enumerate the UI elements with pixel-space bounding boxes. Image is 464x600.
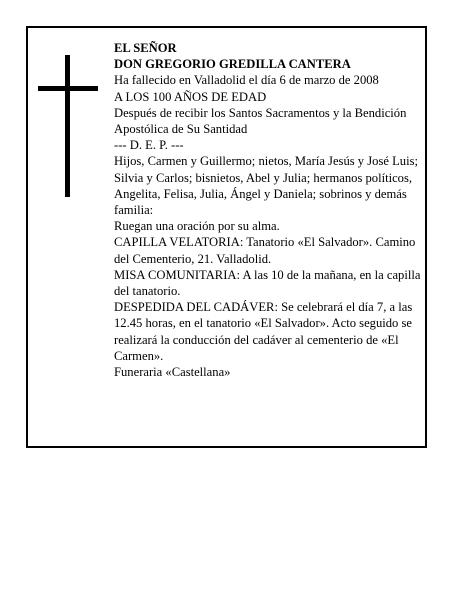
cross-vertical-bar xyxy=(65,55,70,197)
deceased-name: DON GREGORIO GREDILLA CANTERA xyxy=(114,57,351,72)
funeral-home: Funeraria «Castellana» xyxy=(114,365,231,380)
rip-line: --- D. E. P. --- xyxy=(114,138,184,153)
sacraments-line: Después de recibir los Santos Sacramentos y la Bendición Apostólica de Su Santidad xyxy=(114,105,407,137)
age-line: A LOS 100 AÑOS DE EDAD xyxy=(114,89,267,104)
notice-text xyxy=(114,40,425,380)
mass-info: MISA COMUNITARIA: A las 10 de la mañana, en la capilla del tanatorio. xyxy=(114,267,421,299)
obituary-notice xyxy=(26,26,427,448)
prayer-request: Ruegan una oración por su alma. xyxy=(114,219,280,234)
farewell-info: DESPEDIDA DEL CADÁVER: Se celebrará el día 7, a las 12.45 horas, en el tanatorio «El Salvador». Acto seguido se realizará la conducción del cadáver al cementerio de «El Carmen». xyxy=(114,300,413,363)
family-list: Hijos, Carmen y Guillermo; nietos, María Jesús y José Luis; Silvia y Carlos; bisnietos, Abel y Julia; hermanos políticos, Angelita, Felisa, Julia, Ángel y Daniela; sobrinos y demás familia: xyxy=(114,154,418,218)
death-announcement: Ha fallecido en Valladolid el día 6 de marzo de 2008 xyxy=(114,73,379,88)
cross-horizontal-bar xyxy=(38,86,98,91)
notice-title: EL SEÑOR xyxy=(114,41,177,55)
latin-cross-icon xyxy=(38,55,98,197)
chapel-info: CAPILLA VELATORIA: Tanatorio «El Salvador». Camino del Cementerio, 21. Valladolid. xyxy=(114,235,416,266)
